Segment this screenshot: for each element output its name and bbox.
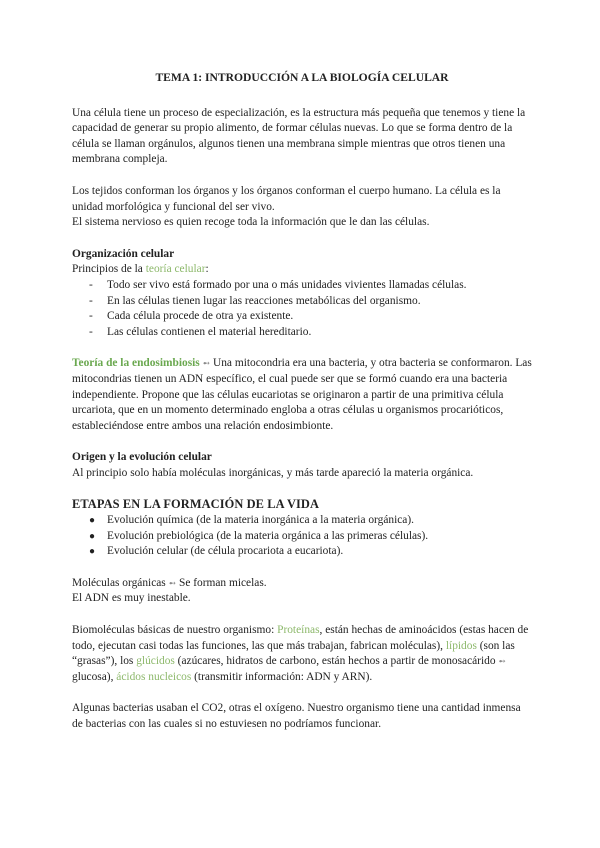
principles-line <box>72 262 532 278</box>
list-item-text: Evolución prebiológica (de la materia orgánica a las primeras células). <box>107 529 429 542</box>
biomoleculas-paragraph <box>72 623 532 685</box>
document-page <box>72 70 532 733</box>
teoria-celular-link: teoría celular <box>145 263 206 276</box>
glucidos-term: glúcidos <box>136 655 175 668</box>
dash-marker: - <box>89 278 93 291</box>
list-item <box>72 529 532 545</box>
bacterias-paragraph: Algunas bacterias usaban el CO2, otras el oxígeno. Nuestro organismo tiene una cantidad inmensa de bacterias con las cuales si no estuviesen no podríamos funcionar. <box>72 702 521 730</box>
page-title: TEMA 1: INTRODUCCIÓN A LA BIOLOGÍA CELULAR <box>155 71 449 84</box>
principles-suffix: : <box>205 263 209 276</box>
moleculas-prefix: Moléculas orgánicas <box>72 576 169 589</box>
biomoleculas-text-5: glucosa), <box>72 670 117 683</box>
arrow-icon: ➻ <box>168 577 177 588</box>
list-item-text: Evolución química (de la materia inorgánica a la materia orgánica). <box>107 514 414 527</box>
adn-line: El ADN es muy inestable. <box>72 592 191 605</box>
dash-marker: - <box>89 294 93 307</box>
origen-heading: Origen y la evolución celular <box>72 451 212 464</box>
tissues-line-2: El sistema nervioso es quien recoge toda la información que le dan las células. <box>72 216 430 229</box>
tissues-paragraph <box>72 184 532 231</box>
list-item-text: Todo ser vivo está formado por una o más unidades vivientes llamadas células. <box>107 278 467 291</box>
endosimbiosis-paragraph <box>72 356 532 434</box>
list-item <box>72 513 532 529</box>
moleculas-paragraph <box>72 576 532 607</box>
biomoleculas-text-2: , están hechas de aminoácidos (estas hacen de todo, ejecutan casi todas las funciones, las que más trabajan, fabrican moléculas), <box>72 624 529 652</box>
list-item-text: Evolución celular (de célula procariota a eucariota). <box>107 545 344 558</box>
tissues-line-1: Los tejidos conforman los órganos y los órganos conforman el cuerpo humano. La célula es la unidad morfológica y funcional del ser vivo. <box>72 184 501 213</box>
origen-text: Al principio solo había moléculas inorgánicas, y más tarde apareció la materia orgánica. <box>72 466 474 479</box>
biomoleculas-text-1: Biomoléculas básicas de nuestro organismo: <box>72 624 278 637</box>
list-item <box>72 325 532 341</box>
bullet-icon: ● <box>89 546 96 558</box>
proteinas-term: Proteínas <box>277 624 320 637</box>
biomoleculas-text-4: (azúcares, hidratos de carbono, están hechos a partir de monosacárido <box>174 655 499 668</box>
organizacion-heading: Organización celular <box>72 247 175 260</box>
list-item-text: En las células tienen lugar las reacciones metabólicas del organismo. <box>107 294 421 307</box>
arrow-icon: ➻ <box>202 358 211 369</box>
endosimbiosis-term: Teoría de la endosimbiosis <box>72 357 200 370</box>
lipidos-term: lípidos <box>445 639 477 652</box>
endosimbiosis-text: Una mitocondria era una bacteria, y otra bacteria se conformaron. Las mitocondrias tienen un ADN específico, el cual puede ser que se formó cuando era una bacteria independiente. Propone que las células eucariotas se originaron a partir de una primitiva célula urcariota, que en un momento determinado engloba a otras células u organismos procarióticos, estableciéndose entre ambos una relación endosimbionte. <box>72 357 532 432</box>
moleculas-suffix: Se forman micelas. <box>176 576 267 589</box>
list-item <box>72 309 532 325</box>
dash-marker: - <box>89 310 93 323</box>
list-item-text: Cada célula procede de otra ya existente. <box>107 310 294 323</box>
biomoleculas-text-6: (transmitir información: ADN y ARN). <box>191 670 373 683</box>
list-item <box>72 294 532 310</box>
list-item <box>72 278 532 294</box>
acidos-nucleicos-term: ácidos nucleicos <box>116 670 192 683</box>
arrow-icon: ➻ <box>498 656 506 667</box>
etapas-heading: ETAPAS EN LA FORMACIÓN DE LA VIDA <box>72 497 320 512</box>
principles-prefix: Principios de la <box>72 263 146 276</box>
principles-list <box>72 278 532 340</box>
intro-paragraph: Una célula tiene un proceso de especialización, es la estructura más pequeña que tenemos y tiene la capacidad de generar su propio alimento, de formar células nuevas. Lo que se forma dentro de la célula se llaman orgánulos, algunos tienen una membrana simple mientras que otros tienen una membrana compleja. <box>72 106 526 166</box>
biomoleculas-text-3: (son las “grasas”), los <box>72 639 515 668</box>
dash-marker: - <box>89 325 93 338</box>
bullet-icon: ● <box>89 530 96 542</box>
bullet-icon: ● <box>89 515 96 527</box>
list-item <box>72 544 532 560</box>
etapas-list <box>72 513 532 560</box>
list-item-text: Las células contienen el material hereditario. <box>107 325 312 338</box>
